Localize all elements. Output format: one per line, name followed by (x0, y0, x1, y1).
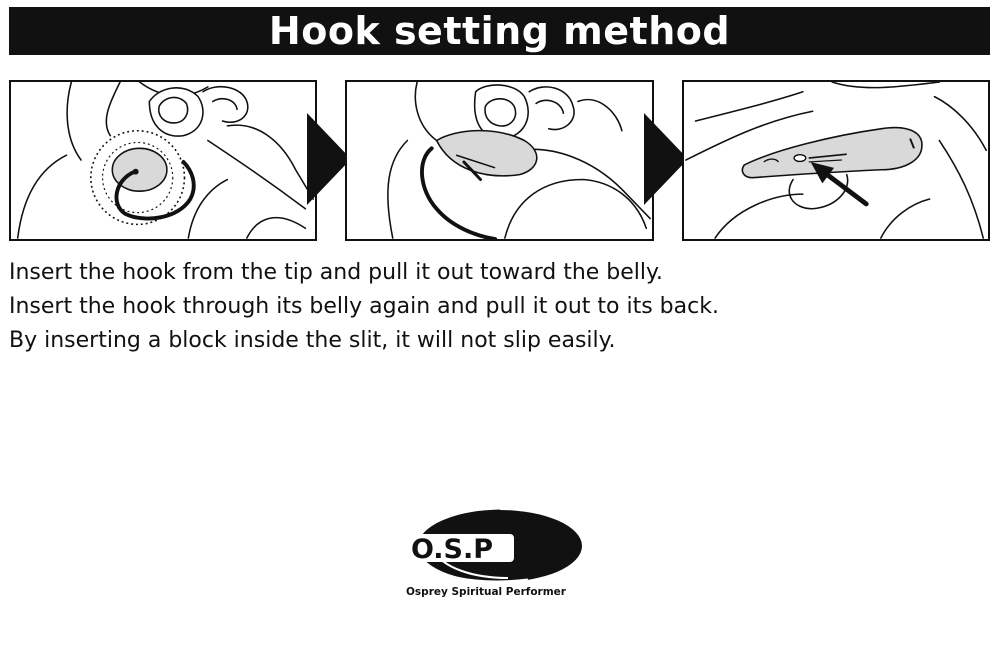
step-3-text: By inserting a block inside the slit, it will not slip easily. (9, 328, 616, 353)
step-2-text: Insert the hook through its belly again and pull it out to its back. (9, 294, 719, 319)
step-1-illustration (9, 80, 317, 241)
step-1-text: Insert the hook from the tip and pull it out toward the belly. (9, 260, 663, 285)
title-bar (9, 7, 990, 55)
page-title: Hook setting method (268, 9, 731, 53)
step-3-illustration (682, 80, 990, 241)
logo-wordmark: O.S.P (410, 534, 494, 565)
instructions (9, 256, 989, 358)
logo-tagline: Osprey Spiritual Performer (406, 586, 566, 598)
step-2-illustration (345, 80, 654, 241)
osp-logo (388, 508, 584, 604)
